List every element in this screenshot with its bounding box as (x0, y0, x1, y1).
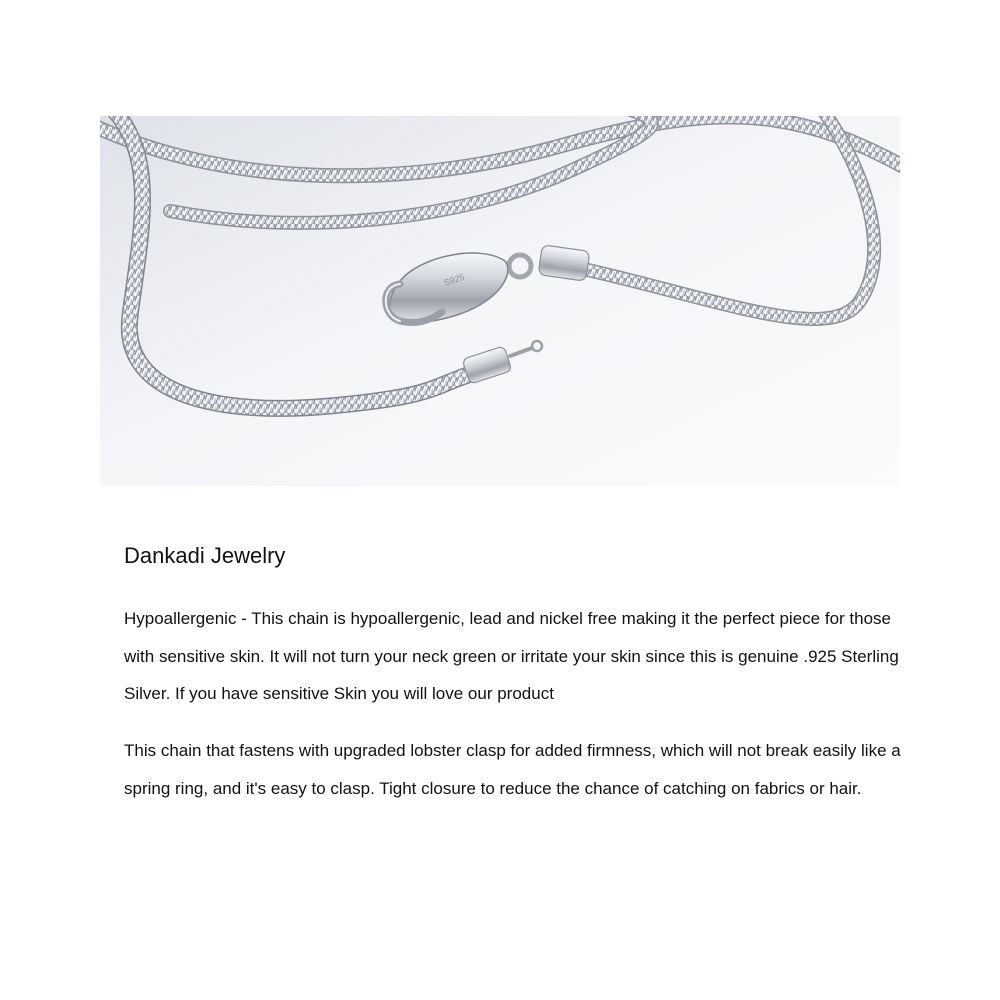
product-photo (100, 116, 900, 486)
clasp-engraving: S925 (442, 271, 466, 288)
silver-chain-image (100, 116, 900, 486)
brand-title: Dankadi Jewelry (124, 543, 286, 568)
hypoallergenic-paragraph: Hypoallergenic - This chain is hypoallergenic, lead and nickel free making it the perfect piece for those with sensitive skin. It will not turn your neck green or irritate your skin since this is genuine .925 Sterling Silver. If you have sensitive Skin you will love our product (124, 609, 899, 703)
lobster-clasp-paragraph: This chain that fastens with upgraded lobster clasp for added firmness, which will not break easily like a spring ring, and it's easy to clasp. Tight closure to reduce the chance of catching on fabrics or hair. (124, 741, 901, 798)
